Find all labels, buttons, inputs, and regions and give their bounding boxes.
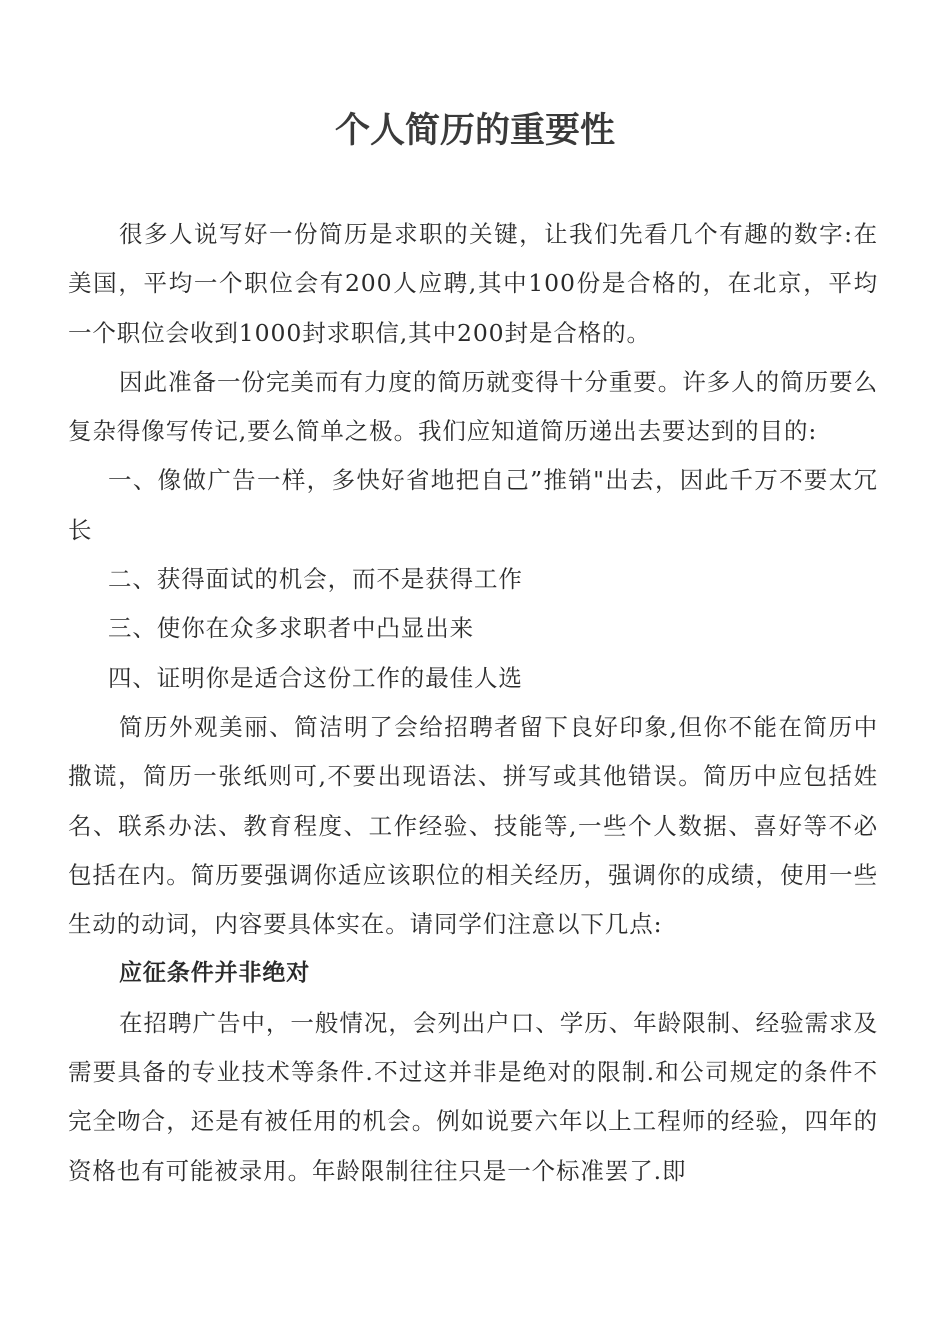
section-heading: 应征条件并非绝对 bbox=[119, 960, 311, 987]
list-item-4: 四、证明你是适合这份工作的最佳人选 bbox=[108, 663, 523, 692]
list-item-2: 二、获得面试的机会，而不是获得工作 bbox=[108, 565, 523, 594]
paragraph-purpose: 因此准备一份完美而有力度的简历就变得十分重要。许多人的简历要么复杂得像写传记,要么简单之极。我们应知道简历递出去要达到的目的: bbox=[68, 367, 878, 446]
list-item-1: 一、像做广告一样，多快好省地把自己”推销"出去，因此千万不要太冗长 bbox=[68, 466, 878, 544]
paragraph-advice: 简历外观美丽、简洁明了会给招聘者留下良好印象,但你不能在简历中撒谎，简历一张纸则可,不要出现语法、拼写或其他错误。简历中应包括姓名、联系办法、教育程度、工作经验、技能等,一些个人数据、喜好等不必包括在内。简历要强调你适应该职位的相关经历，强调你的成绩，使用一些生动的动词，内容要具体实在。请同学们注意以下几点: bbox=[68, 712, 878, 939]
list-item-3: 三、使你在众多求职者中凸显出来 bbox=[108, 614, 474, 643]
paragraph-intro: 很多人说写好一份简历是求职的关键，让我们先看几个有趣的数字:在美国，平均一个职位会有200人应聘,其中100份是合格的，在北京，平均一个职位会收到1000封求职信,其中200封是合格的。 bbox=[68, 220, 878, 347]
document-body bbox=[68, 210, 878, 1196]
document-title: 个人简历的重要性 bbox=[334, 111, 615, 151]
paragraph-requirements: 在招聘广告中，一般情况，会列出户口、学历、年龄限制、经验需求及需要具备的专业技术等条件.不过这并非是绝对的限制.和公司规定的条件不完全吻合，还是有被任用的机会。例如说要六年以上工程师的经验，四年的资格也有可能被录用。年龄限制往往只是一个标准罢了.即 bbox=[68, 1008, 878, 1185]
